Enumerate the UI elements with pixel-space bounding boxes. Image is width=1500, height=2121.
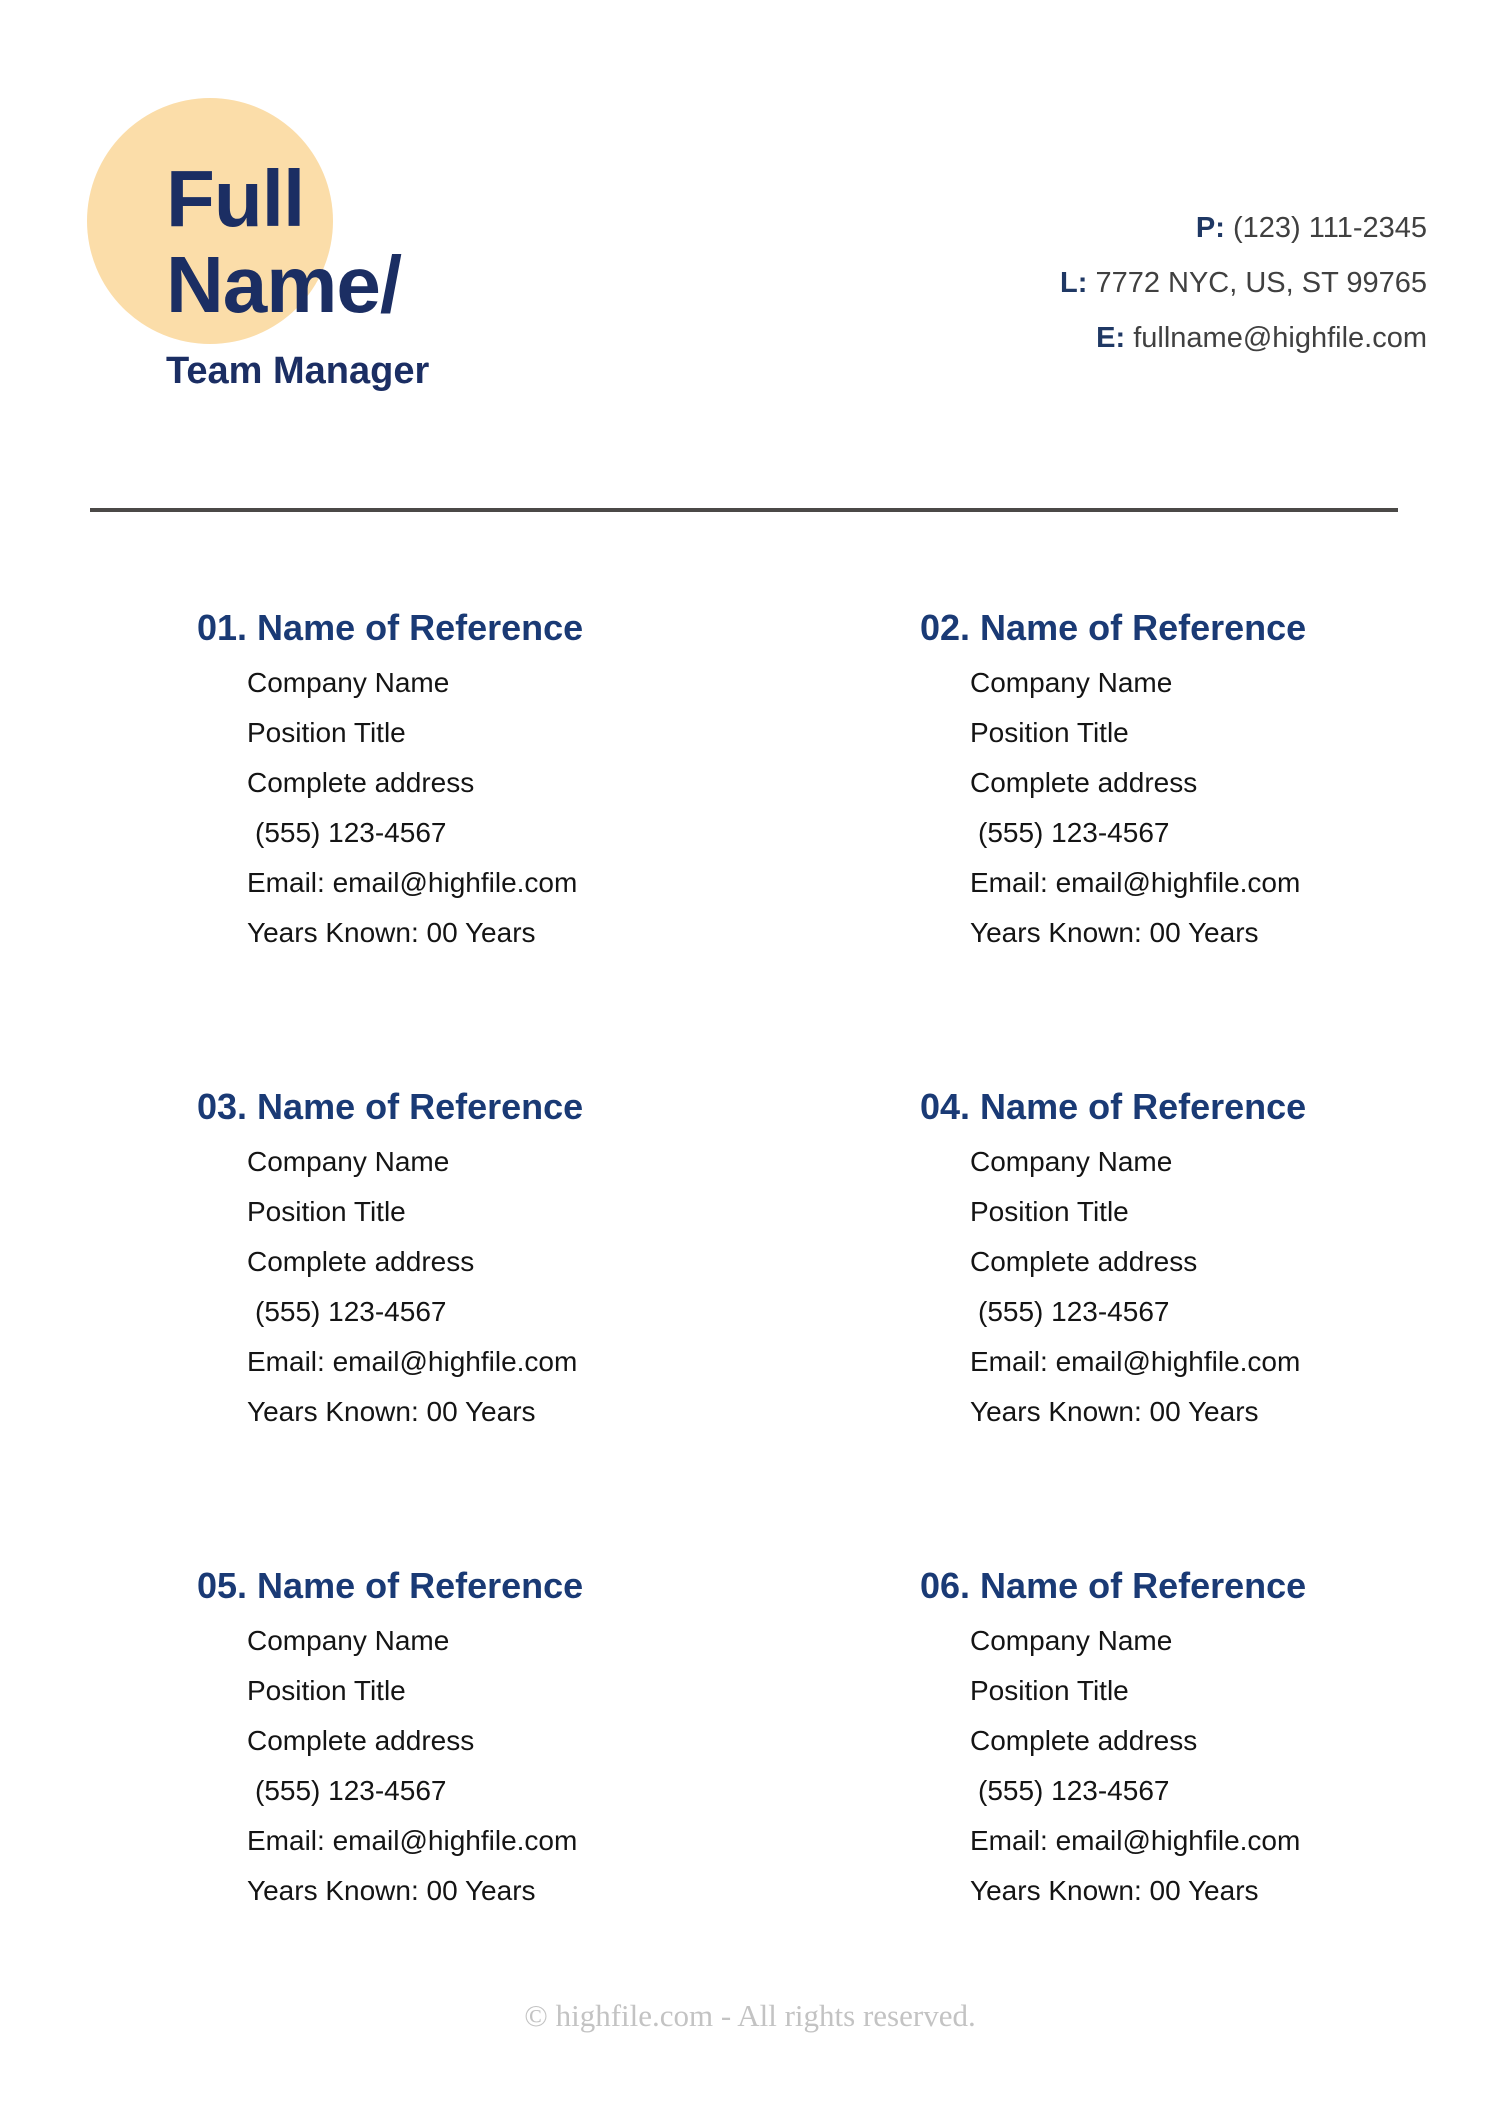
reference-years-known: Years Known: 00 Years — [247, 1396, 536, 1427]
reference-heading: 06. Name of Reference — [920, 1565, 1307, 1606]
reference-address: Complete address — [247, 767, 475, 798]
reference-company: Company Name — [247, 667, 450, 698]
phone-value: (123) 111-2345 — [1232, 212, 1427, 244]
reference-years-known: Years Known: 00 Years — [247, 1875, 536, 1906]
reference-block-5 — [197, 1564, 920, 1916]
reference-address: Complete address — [970, 1246, 1198, 1277]
reference-company: Company Name — [970, 1146, 1173, 1177]
location-value: 7772 NYC, US, ST 99765 — [1095, 267, 1427, 299]
reference-email: Email: email@highfile.com — [970, 1825, 1301, 1856]
contact-email — [1060, 323, 1427, 354]
reference-phone: (555) 123-4567 — [255, 817, 447, 848]
reference-phone: (555) 123-4567 — [255, 1775, 447, 1806]
reference-phone: (555) 123-4567 — [978, 1296, 1170, 1327]
reference-years-known: Years Known: 00 Years — [970, 1875, 1259, 1906]
reference-position: Position Title — [247, 1675, 406, 1706]
reference-address: Complete address — [247, 1725, 475, 1756]
reference-years-known: Years Known: 00 Years — [247, 917, 536, 948]
reference-address: Complete address — [247, 1246, 475, 1277]
reference-block-2 — [920, 606, 1440, 958]
reference-details — [247, 658, 920, 958]
reference-company: Company Name — [247, 1146, 450, 1177]
reference-company: Company Name — [970, 1625, 1173, 1656]
reference-block-4 — [920, 1085, 1440, 1437]
contact-location — [1060, 268, 1427, 299]
full-name-line2: Name/ — [166, 240, 402, 329]
reference-heading: 01. Name of Reference — [197, 607, 584, 648]
reference-company: Company Name — [247, 1625, 450, 1656]
reference-address: Complete address — [970, 767, 1198, 798]
reference-heading: 04. Name of Reference — [920, 1086, 1307, 1127]
location-label: L: — [1060, 267, 1088, 299]
header-divider — [90, 508, 1398, 512]
name-block — [166, 156, 429, 393]
reference-position: Position Title — [970, 1196, 1129, 1227]
reference-phone: (555) 123-4567 — [978, 817, 1170, 848]
references-grid — [197, 606, 1440, 1916]
reference-details — [247, 1137, 920, 1437]
reference-heading: 02. Name of Reference — [920, 607, 1307, 648]
reference-block-3 — [197, 1085, 920, 1437]
reference-company: Company Name — [970, 667, 1173, 698]
full-name-line1: Full — [166, 154, 305, 243]
email-value: fullname@highfile.com — [1133, 322, 1427, 354]
reference-position: Position Title — [970, 1675, 1129, 1706]
reference-details — [970, 1616, 1440, 1916]
contact-phone — [1060, 213, 1427, 244]
reference-phone: (555) 123-4567 — [978, 1775, 1170, 1806]
reference-email: Email: email@highfile.com — [247, 1346, 578, 1377]
reference-heading: 05. Name of Reference — [197, 1565, 584, 1606]
footer-copyright: © highfile.com - All rights reserved. — [524, 1998, 976, 2033]
reference-position: Position Title — [970, 717, 1129, 748]
reference-email: Email: email@highfile.com — [970, 867, 1301, 898]
reference-email: Email: email@highfile.com — [970, 1346, 1301, 1377]
reference-years-known: Years Known: 00 Years — [970, 1396, 1259, 1427]
reference-phone: (555) 123-4567 — [255, 1296, 447, 1327]
job-title: Team Manager — [166, 350, 430, 392]
contact-block — [1060, 213, 1427, 378]
reference-address: Complete address — [970, 1725, 1198, 1756]
reference-details — [970, 1137, 1440, 1437]
reference-position: Position Title — [247, 1196, 406, 1227]
reference-years-known: Years Known: 00 Years — [970, 917, 1259, 948]
reference-block-1 — [197, 606, 920, 958]
reference-details — [247, 1616, 920, 1916]
reference-heading: 03. Name of Reference — [197, 1086, 584, 1127]
reference-details — [970, 658, 1440, 958]
reference-position: Position Title — [247, 717, 406, 748]
phone-label: P: — [1195, 212, 1225, 244]
reference-block-6 — [920, 1564, 1440, 1916]
reference-email: Email: email@highfile.com — [247, 1825, 578, 1856]
reference-email: Email: email@highfile.com — [247, 867, 578, 898]
email-label: E: — [1096, 322, 1126, 354]
